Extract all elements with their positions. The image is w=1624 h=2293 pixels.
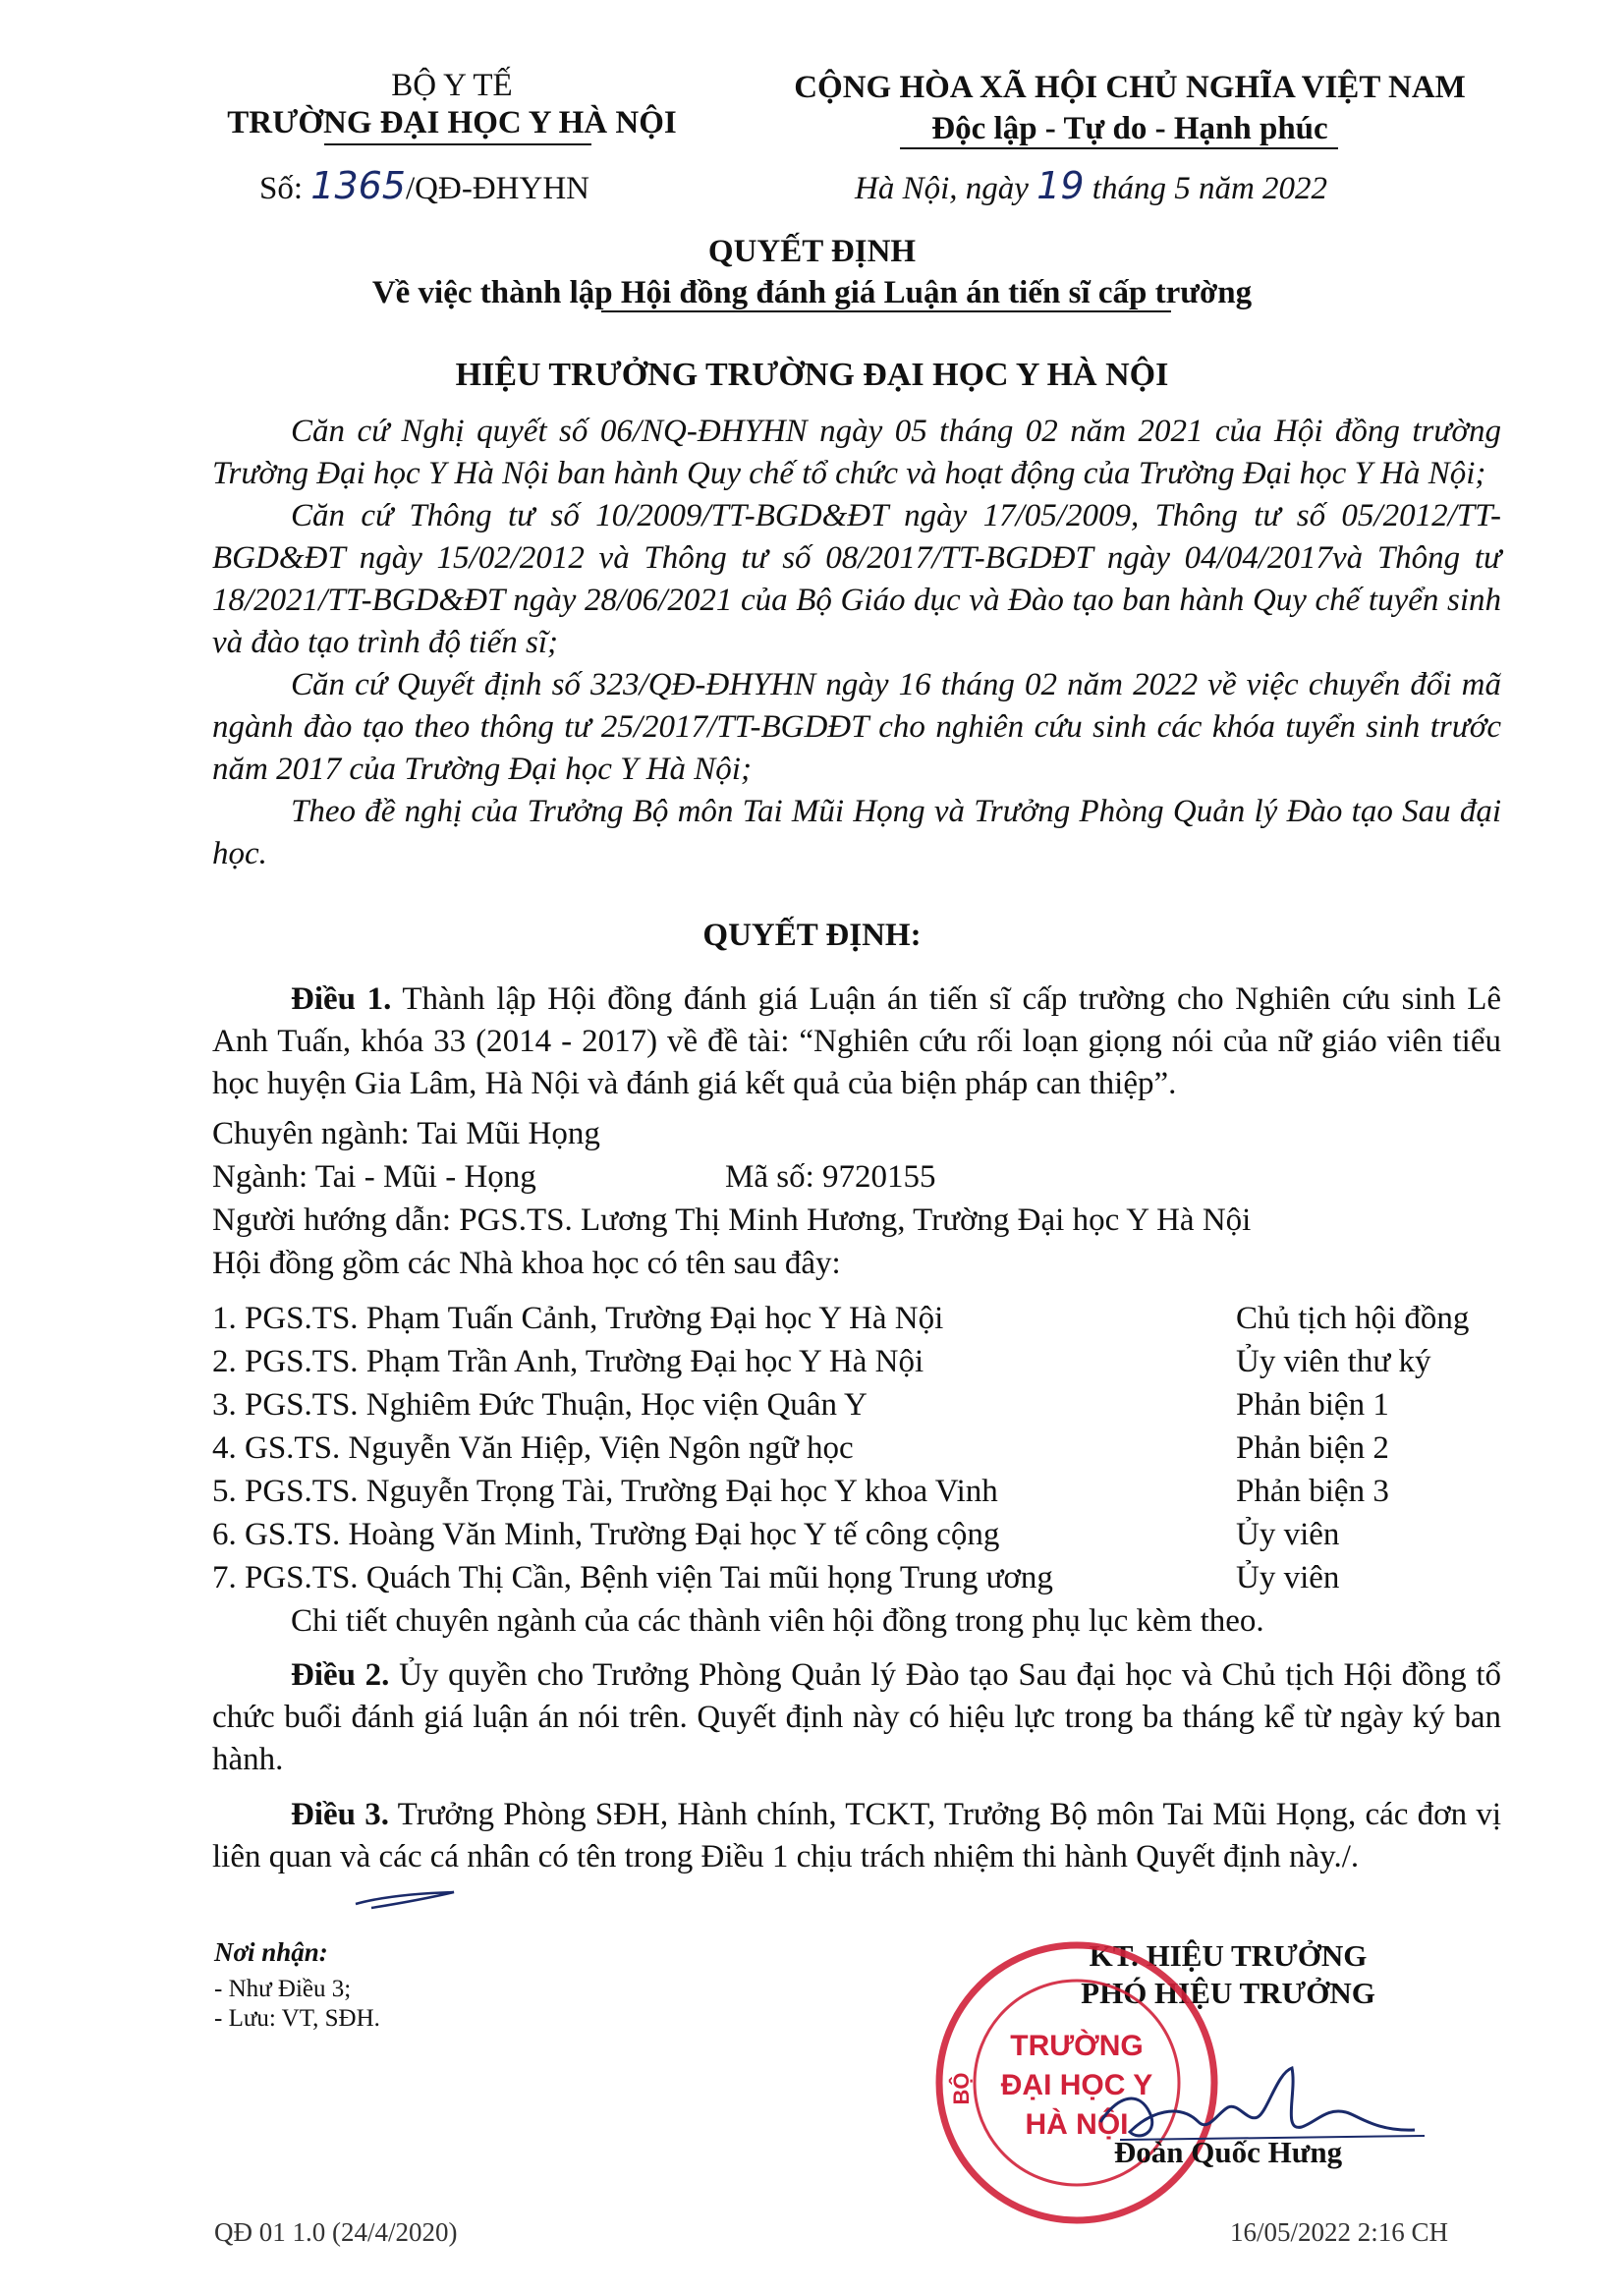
member-role: Chủ tịch hội đồng [1236, 1301, 1470, 1336]
code-line: Mã số: 9720155 [725, 1159, 936, 1195]
article-2-text: Ủy quyền cho Trưởng Phòng Quản lý Đào tạo Sau đại học và Chủ tịch Hội đồng tổ chức buổi đánh giá luận án nói trên. Quyết định này có hiệu lực trong ba tháng kể từ ngày ký ban hành. [212, 1657, 1502, 1777]
article-3-body [212, 1794, 1501, 1878]
stamp-line-2: ĐẠI HỌC Y [1000, 2069, 1153, 2101]
article-1-body [212, 979, 1501, 1105]
recipients [214, 1935, 380, 2034]
member-role: Ủy viên [1236, 1560, 1340, 1595]
document-date [855, 164, 1328, 207]
advisor-line: Người hướng dẫn: PGS.TS. Lương Thị Minh Hương, Trường Đại học Y Hà Nội [212, 1202, 1252, 1238]
article-2 [212, 1654, 1501, 1781]
header-right [747, 69, 1513, 147]
appendix-note: Chi tiết chuyên ngành của các thành viên hội đồng trong phụ lục kèm theo. [291, 1603, 1264, 1639]
recipients-label: Nơi nhận: [214, 1937, 328, 1967]
ministry-name: BỘ Y TẾ [391, 68, 513, 103]
member-name: 3. PGS.TS. Nghiêm Đức Thuận, Học viện Quân Y [212, 1387, 868, 1423]
member-name: 6. GS.TS. Hoàng Văn Minh, Trường Đại học Y tế công cộng [212, 1517, 1000, 1552]
number-suffix: /QĐ-ĐHYHN [406, 171, 589, 206]
subject-underline [601, 310, 1171, 312]
preamble [212, 411, 1501, 875]
closing-flourish [352, 1884, 460, 1912]
member-name: 5. PGS.TS. Nguyễn Trọng Tài, Trường Đại học Y khoa Vinh [212, 1474, 998, 1509]
decision-heading: QUYẾT ĐỊNH: [702, 918, 922, 953]
preamble-item: Căn cứ Quyết định số 323/QĐ-ĐHYHN ngày 16 tháng 02 năm 2022 về việc chuyển đổi mã ngành đào tạo theo thông tư 25/2017/TT-BGDĐT cho nghiên cứu sinh các khóa tuyển sinh trước năm 2017 của Trường Đại học Y Hà Nội; [212, 667, 1501, 787]
document-number [259, 164, 589, 207]
member-name: 4. GS.TS. Nguyễn Văn Hiệp, Viện Ngôn ngữ học [212, 1430, 854, 1466]
article-1 [212, 979, 1501, 1105]
school-name: TRƯỜNG ĐẠI HỌC Y HÀ NỘI [227, 105, 677, 140]
member-role: Phản biện 3 [1236, 1474, 1389, 1509]
member-name: 7. PGS.TS. Quách Thị Cần, Bệnh viện Tai mũi họng Trung ương [212, 1560, 1053, 1595]
article-3-text: Trưởng Phòng SĐH, Hành chính, TCKT, Trưởng Bộ môn Tai Mũi Họng, các đơn vị liên quan và các cá nhân có tên trong Điều 1 chịu trách nhiệm thi hành Quyết định này./. [212, 1797, 1502, 1874]
stamp-side-text: BỘ [949, 2072, 974, 2105]
number-prefix: Số: [259, 171, 304, 206]
signature-title-1: KT. HIỆU TRƯỞNG [1089, 1938, 1368, 1973]
stamp-line-1: TRƯỜNG [1010, 2030, 1144, 2062]
preamble-item: Căn cứ Thông tư số 10/2009/TT-BGD&ĐT ngày 17/05/2009, Thông tư số 05/2012/TT-BGD&ĐT ngày 15/02/2012 và Thông tư số 08/2017/TT-BGDĐT ngày 04/04/2017và Thông tư 18/2021/TT-BGD&ĐT ngày 28/06/2021 của Bộ Giáo dục và Đào tạo ban hành Quy chế tuyển sinh và đào tạo trình độ tiến sĩ; [212, 498, 1501, 660]
print-timestamp: 16/05/2022 2:16 CH [1230, 2217, 1449, 2247]
article-1-text: Thành lập Hội đồng đánh giá Luận án tiến sĩ cấp trường cho Nghiên cứu sinh Lê Anh Tuấn, khóa 33 (2014 - 2017) về đề tài: “Nghiên cứu rối loạn giọng nói của nữ giáo viên tiểu học huyện Gia Lâm, Hà Nội và đánh giá kết quả của biện pháp can thiệp”. [212, 981, 1502, 1101]
preamble-item: Theo đề nghị của Trưởng Bộ môn Tai Mũi Họng và Trưởng Phòng Quản lý Đào tạo Sau đại học. [212, 794, 1501, 871]
member-name: 2. PGS.TS. Phạm Trần Anh, Trường Đại học Y Hà Nội [212, 1344, 924, 1379]
decision-title: QUYẾT ĐỊNH [707, 234, 917, 269]
specialty-line: Chuyên ngành: Tai Mũi Họng [212, 1116, 600, 1151]
member-role: Phản biện 1 [1236, 1387, 1389, 1423]
signer-name: Đoàn Quốc Hưng [1113, 2135, 1343, 2169]
article-3 [212, 1794, 1501, 1878]
stamp-line-3: HÀ NỘI [1025, 2108, 1129, 2141]
recipient-item: - Như Điều 3; [214, 1976, 352, 2002]
member-role: Ủy viên thư ký [1236, 1344, 1431, 1379]
motto-underline [900, 147, 1338, 149]
article-2-body [212, 1654, 1501, 1781]
issuing-authority: HIỆU TRƯỞNG TRƯỜNG ĐẠI HỌC Y HÀ NỘI [455, 357, 1169, 393]
field-line: Ngành: Tai - Mũi - Họng [212, 1159, 536, 1195]
school-underline [324, 143, 591, 145]
country-name: CỘNG HÒA XÃ HỘI CHỦ NGHĨA VIỆT NAM [794, 70, 1466, 105]
date-prefix: Hà Nội, ngày [855, 171, 1029, 206]
preamble-item: Căn cứ Nghị quyết số 06/NQ-ĐHYHN ngày 05 tháng 02 năm 2021 của Hội đồng trường Trường Đại học Y Hà Nội ban hành Quy chế tổ chức và hoạt động của Trường Đại học Y Hà Nội; [212, 414, 1501, 491]
member-role: Ủy viên [1236, 1517, 1340, 1552]
member-name: 1. PGS.TS. Phạm Tuấn Cảnh, Trường Đại học Y Hà Nội [212, 1301, 944, 1336]
date-suffix: tháng 5 năm 2022 [1092, 171, 1328, 206]
recipient-item: - Lưu: VT, SĐH. [214, 2005, 380, 2032]
council-intro: Hội đồng gồm các Nhà khoa học có tên sau đây: [212, 1246, 841, 1281]
form-code: QĐ 01 1.0 (24/4/2020) [214, 2217, 458, 2247]
signature-title-2: PHÓ HIỆU TRƯỞNG [1081, 1976, 1375, 2010]
article-3-label: Điều 3. [291, 1797, 389, 1832]
date-day-handwritten: 19 [1036, 164, 1085, 207]
article-1-label: Điều 1. [291, 981, 392, 1017]
article-2-label: Điều 2. [291, 1657, 390, 1693]
national-motto: Độc lập - Tự do - Hạnh phúc [931, 111, 1328, 146]
header-left [177, 67, 727, 141]
decision-subject: Về việc thành lập Hội đồng đánh giá Luận án tiến sĩ cấp trường [371, 275, 1253, 310]
number-handwritten: 1365 [310, 164, 406, 207]
member-role: Phản biện 2 [1236, 1430, 1389, 1466]
